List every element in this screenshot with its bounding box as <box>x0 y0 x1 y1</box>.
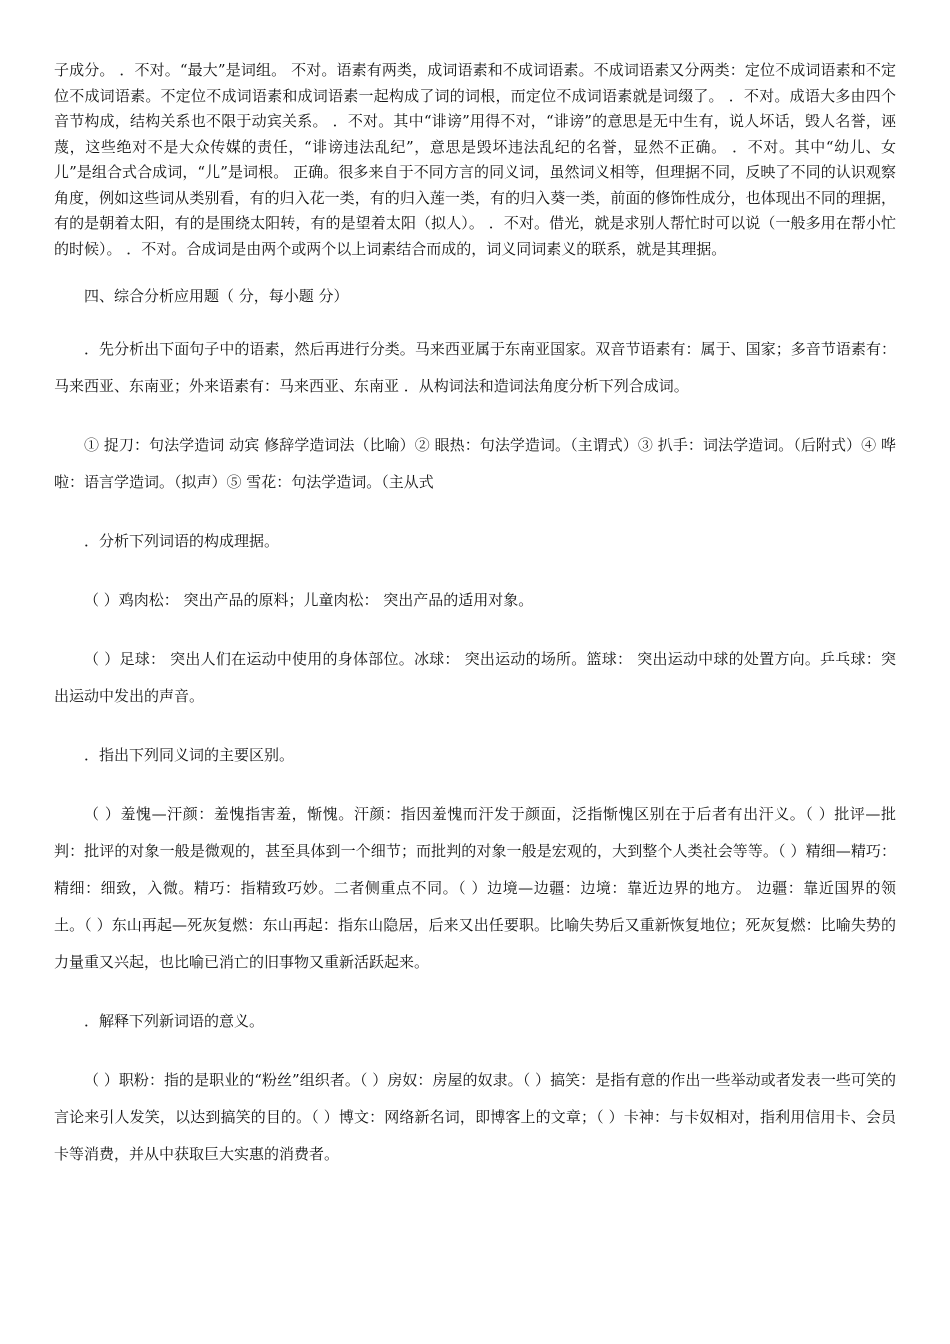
question-heading: ．分析下列词语的构成理据。 <box>84 532 280 550</box>
answer-item: （ ）足球： 突出人们在运动中使用的身体部位。冰球： 突出运动的场所。篮球： 突出运动中球的处置方向。乒乓球：突出运动中发出的声音。 <box>54 650 896 705</box>
section-heading: 四、综合分析应用题（ 分，每小题 分） <box>84 287 349 305</box>
document-page <box>54 58 896 1173</box>
compound-word-analysis: ① 捉刀：句法学造词 动宾 修辞学造词法（比喻）② 眼热：句法学造词。（主谓式）③ 扒手：词法学造词。（后附式）④ 哗啦：语言学造词。（拟声）⑤ 雪花：句法学造词。（主从式 <box>54 436 896 491</box>
answer-item: （ ）鸡肉松： 突出产品的原料；儿童肉松： 突出产品的适用对象。 <box>84 591 534 609</box>
question-heading: ．指出下列同义词的主要区别。 <box>84 746 295 764</box>
question-1-answer: ．先分析出下面句子中的语素，然后再进行分类。马来西亚属于东南亚国家。双音节语素有：属于、国家；多音节语素有：马来西亚、东南亚；外来语素有：马来西亚、东南亚 ．从构词法和造词法角度分析下列合成词。 <box>54 340 896 395</box>
synonym-analysis: （ ）羞愧—汗颜：羞愧指害羞，惭愧。汗颜：指因羞愧而汗发于颜面，泛指惭愧区别在于后者有出汗义。（ ）批评—批判：批评的对象一般是微观的，甚至具体到一个细节；而批判的对象一般是宏观的，大到整个人类社会等等。（ ）精细—精巧：精细：细致，入微。精巧：指精致巧妙。二者侧重点不同。（ ）边境—边疆：边境：靠近边界的地方。 边疆：靠近国界的领土。（ ）东山再起—死灰复燃：东山再起：指东山隐居，后来又出任要职。比喻失势后又重新恢复地位；死灰复燃：比喻失势的力量重又兴起，也比喻已消亡的旧事物又重新活跃起来。 <box>54 805 896 971</box>
question-heading: ．解释下列新词语的意义。 <box>84 1012 265 1030</box>
answer-paragraph: 子成分。 ．不对。“最大”是词组。 不对。语素有两类，成词语素和不成词语素。不成词语素又分两类：定位不成词语素和不定位不成词语素。不定位不成词语素和成词语素一起构成了词的词根，而定位不成词语素就是词缀了。 ．不对。成语大多由四个音节构成，结构关系也不限于动宾关系。 ．不对。其中“诽谤”用得不对，“诽谤”的意思是无中生有，说人坏话，毁人名誉，诬蔑，这些绝对不是大众传媒的责任，“诽谤违法乱纪”，意思是毁坏违法乱纪的名誉，显然不正确。 ．不对。其中“幼儿、女儿”是组合式合成词，“儿”是词根。 正确。很多来自于不同方言的同义词，虽然词义相等，但理据不同，反映了不同的认识观察角度，例如这些词从类别看，有的归入花一类，有的归入莲一类，有的归入葵一类，前面的修饰性成分，也体现出不同的理据，有的是朝着太阳，有的是围绕太阳转，有的是望着太阳（拟人）。 ．不对。借光，就是求别人帮忙时可以说（一般多用在帮小忙的时候）。 ．不对。合成词是由两个或两个以上词素结合而成的，词义同词素义的联系，就是其理据。 <box>54 61 896 258</box>
new-words-explanation: （ ）职粉：指的是职业的“粉丝”组织者。（ ）房奴：房屋的奴隶。（ ）搞笑：是指有意的作出一些举动或者发表一些可笑的言论来引人发笑，以达到搞笑的目的。（ ）博文：网络新名词，即博客上的文章；（ ）卡神：与卡奴相对，指利用信用卡、会员卡等消费，并从中获取巨大实惠的消费者。 <box>54 1071 896 1163</box>
